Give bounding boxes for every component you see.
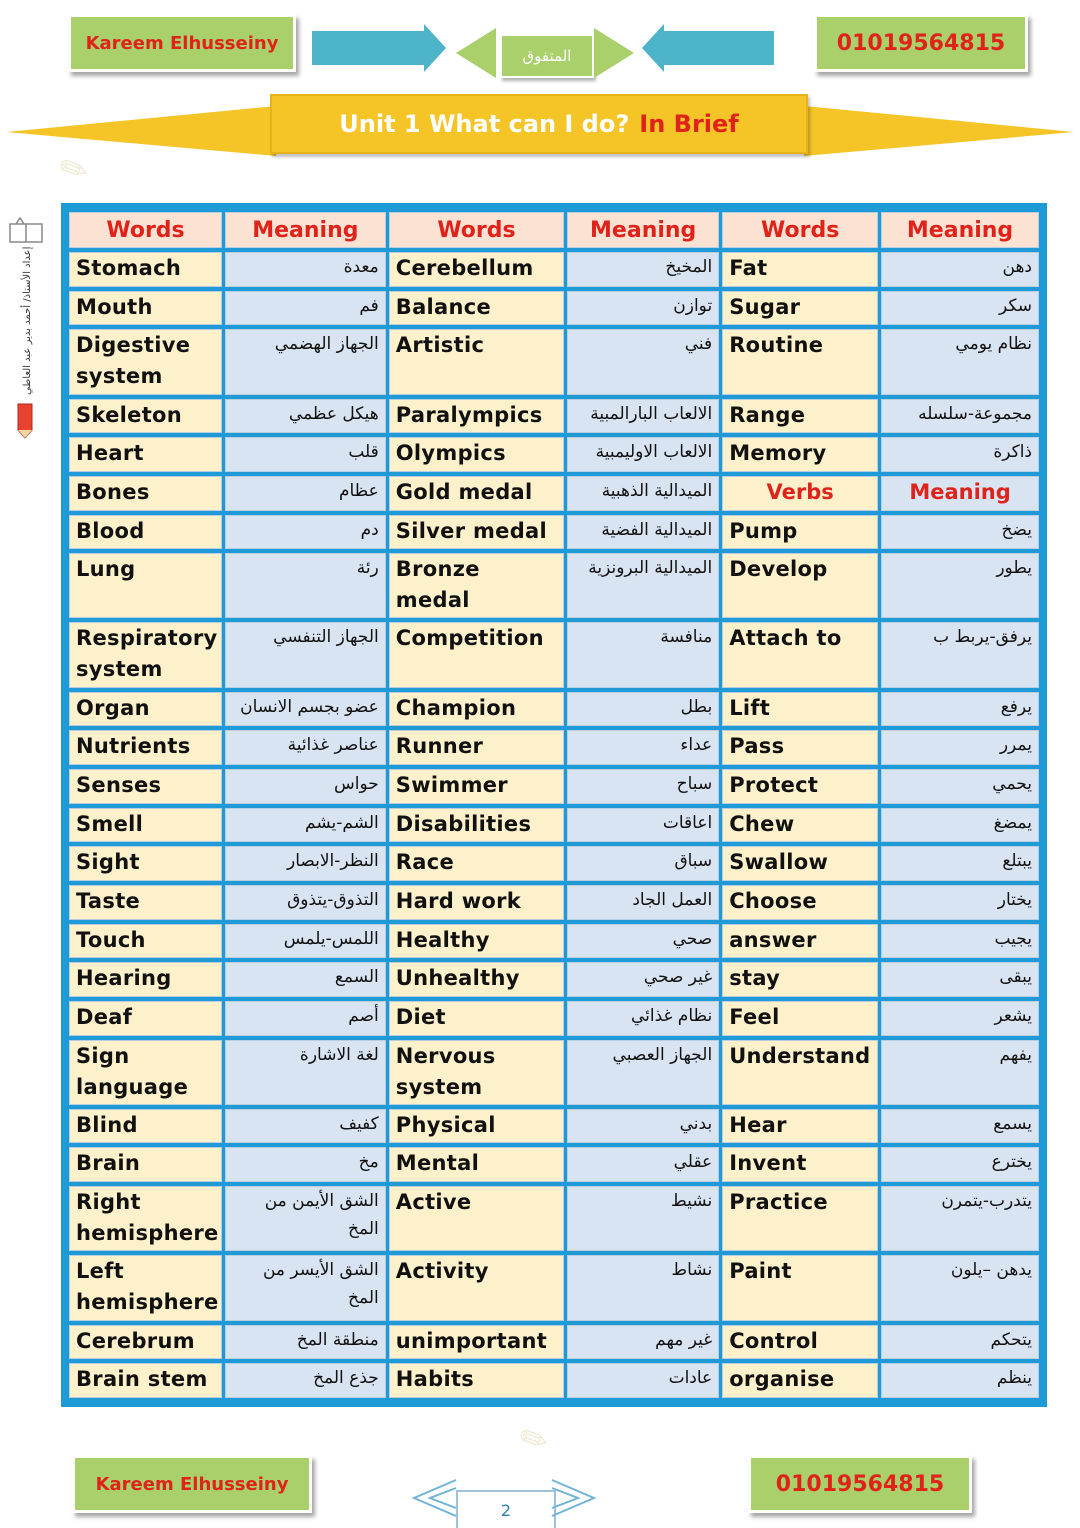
meaning-cell: مخ bbox=[225, 1147, 386, 1182]
meaning-cell: يجيب bbox=[881, 924, 1039, 959]
meaning-cell: جذع المخ bbox=[225, 1363, 386, 1398]
author-name-tag: Kareem Elhusseiny bbox=[68, 14, 296, 72]
meaning-cell: سكر bbox=[881, 291, 1039, 326]
meaning-cell: يخترع bbox=[881, 1147, 1039, 1182]
word-cell: Control bbox=[722, 1325, 878, 1360]
word-cell: unimportant bbox=[389, 1325, 564, 1360]
word-cell: Respiratory system bbox=[69, 622, 222, 687]
word-cell: Blind bbox=[69, 1109, 222, 1144]
meaning-subheader: Meaning bbox=[881, 476, 1039, 511]
word-cell: Heart bbox=[69, 437, 222, 472]
meaning-cell: حواس bbox=[225, 769, 386, 804]
word-cell: organise bbox=[722, 1363, 878, 1398]
meaning-cell: عضو بجسم الانسان bbox=[225, 692, 386, 727]
title-accent: In Brief bbox=[639, 110, 739, 138]
word-cell: Understand bbox=[722, 1040, 878, 1105]
page-title bbox=[270, 94, 808, 154]
vocabulary-table bbox=[61, 203, 1047, 1407]
table-row bbox=[69, 1001, 1039, 1036]
meaning-cell: سباق bbox=[567, 846, 719, 881]
word-cell: Race bbox=[389, 846, 564, 881]
meaning-cell: يبقى bbox=[881, 962, 1039, 997]
meaning-cell: الالعاب البارالمبية bbox=[567, 399, 719, 434]
meaning-cell: يرفق-يربط ب bbox=[881, 622, 1039, 687]
table-row bbox=[69, 1325, 1039, 1360]
table-row bbox=[69, 808, 1039, 843]
table-row bbox=[69, 515, 1039, 550]
word-cell: Diet bbox=[389, 1001, 564, 1036]
word-cell: Runner bbox=[389, 730, 564, 765]
title-main: Unit 1 What can I do? bbox=[339, 110, 630, 138]
table-row bbox=[69, 399, 1039, 434]
pencil-icon bbox=[12, 402, 38, 440]
watermark: ✎ bbox=[512, 1415, 556, 1465]
word-cell: Sugar bbox=[722, 291, 878, 326]
word-cell: Invent bbox=[722, 1147, 878, 1182]
meaning-cell: منطقة المخ bbox=[225, 1325, 386, 1360]
meaning-cell: عظام bbox=[225, 476, 386, 511]
meaning-cell: الميدالية الذهبية bbox=[567, 476, 719, 511]
meaning-cell: النظر-الابصار bbox=[225, 846, 386, 881]
word-cell: Senses bbox=[69, 769, 222, 804]
table-row bbox=[69, 924, 1039, 959]
word-cell: Artistic bbox=[389, 329, 564, 394]
table-row bbox=[69, 692, 1039, 727]
word-cell: Attach to bbox=[722, 622, 878, 687]
word-cell: Balance bbox=[389, 291, 564, 326]
meaning-cell: ذاكرة bbox=[881, 437, 1039, 472]
word-cell: Develop bbox=[722, 553, 878, 618]
word-cell: Routine bbox=[722, 329, 878, 394]
page-left-ribbon-icon bbox=[410, 1476, 458, 1520]
table-row bbox=[69, 730, 1039, 765]
meaning-cell: فني bbox=[567, 329, 719, 394]
meaning-cell: رئة bbox=[225, 553, 386, 618]
column-header-words: Words bbox=[722, 212, 878, 248]
word-cell: Lift bbox=[722, 692, 878, 727]
page-right-ribbon-icon bbox=[550, 1476, 598, 1520]
word-cell: Fat bbox=[722, 252, 878, 287]
meaning-cell: يمرر bbox=[881, 730, 1039, 765]
table-row bbox=[69, 1147, 1039, 1182]
word-cell: Hearing bbox=[69, 962, 222, 997]
banner-left-wing bbox=[6, 106, 276, 156]
arrow-right-icon bbox=[312, 31, 424, 65]
word-cell: Practice bbox=[722, 1186, 878, 1251]
meaning-cell: الميدالية الفضية bbox=[567, 515, 719, 550]
column-header-words: Words bbox=[69, 212, 222, 248]
word-cell: Organ bbox=[69, 692, 222, 727]
word-cell: Mouth bbox=[69, 291, 222, 326]
meaning-cell: أصم bbox=[225, 1001, 386, 1036]
word-cell: Feel bbox=[722, 1001, 878, 1036]
meaning-cell: نشيط bbox=[567, 1186, 719, 1251]
meaning-cell: بدني bbox=[567, 1109, 719, 1144]
meaning-cell: العمل الجاد bbox=[567, 885, 719, 920]
meaning-cell: اعاقات bbox=[567, 808, 719, 843]
word-cell: Champion bbox=[389, 692, 564, 727]
table-row bbox=[69, 846, 1039, 881]
meaning-cell: يضخ bbox=[881, 515, 1039, 550]
arrow-left-icon bbox=[664, 31, 774, 65]
word-cell: Silver medal bbox=[389, 515, 564, 550]
meaning-cell: عداء bbox=[567, 730, 719, 765]
meaning-cell: منافسة bbox=[567, 622, 719, 687]
word-cell: Memory bbox=[722, 437, 878, 472]
meaning-cell: الجهاز الهضمي bbox=[225, 329, 386, 394]
table-row bbox=[69, 1255, 1039, 1320]
column-header-meaning: Meaning bbox=[567, 212, 719, 248]
word-cell: Nutrients bbox=[69, 730, 222, 765]
word-cell: Sight bbox=[69, 846, 222, 881]
watermark: ✎ bbox=[52, 145, 96, 195]
word-cell: Competition bbox=[389, 622, 564, 687]
meaning-cell: يتحكم bbox=[881, 1325, 1039, 1360]
meaning-cell: يتدرب-يتمرن bbox=[881, 1186, 1039, 1251]
meaning-cell: يدهن –يلون bbox=[881, 1255, 1039, 1320]
meaning-cell: قلب bbox=[225, 437, 386, 472]
word-cell: Blood bbox=[69, 515, 222, 550]
meaning-cell: الالعاب الاوليمبية bbox=[567, 437, 719, 472]
word-cell: Hard work bbox=[389, 885, 564, 920]
table-row bbox=[69, 329, 1039, 394]
meaning-cell: سباح bbox=[567, 769, 719, 804]
meaning-cell: نظام غذائي bbox=[567, 1001, 719, 1036]
word-cell: Cerebrum bbox=[69, 1325, 222, 1360]
meaning-cell: ينظم bbox=[881, 1363, 1039, 1398]
brand-badge: المتفوق bbox=[500, 34, 594, 78]
word-cell: Sign language bbox=[69, 1040, 222, 1105]
table-row bbox=[69, 885, 1039, 920]
column-header-meaning: Meaning bbox=[881, 212, 1039, 248]
word-cell: Paint bbox=[722, 1255, 878, 1320]
meaning-cell: يبتلع bbox=[881, 846, 1039, 881]
table-row bbox=[69, 1363, 1039, 1398]
word-cell: Olympics bbox=[389, 437, 564, 472]
word-cell: Range bbox=[722, 399, 878, 434]
meaning-cell: هيكل عظمي bbox=[225, 399, 386, 434]
meaning-cell: الشق الأيسر من المخ bbox=[225, 1255, 386, 1320]
meaning-cell: الشم-يشم bbox=[225, 808, 386, 843]
table-row bbox=[69, 769, 1039, 804]
table-row bbox=[69, 1109, 1039, 1144]
word-cell: Bones bbox=[69, 476, 222, 511]
chevron-left-icon bbox=[456, 28, 496, 78]
meaning-cell: التذوق-يتذوق bbox=[225, 885, 386, 920]
meaning-cell: غير مهم bbox=[567, 1325, 719, 1360]
word-cell: stay bbox=[722, 962, 878, 997]
word-cell: answer bbox=[722, 924, 878, 959]
table-row bbox=[69, 962, 1039, 997]
word-cell: Healthy bbox=[389, 924, 564, 959]
meaning-cell: يفهم bbox=[881, 1040, 1039, 1105]
footer-author-name-tag: Kareem Elhusseiny bbox=[72, 1455, 312, 1513]
phone-tag: 01019564815 bbox=[814, 14, 1028, 72]
meaning-cell: يحمي bbox=[881, 769, 1039, 804]
word-cell: Nervous system bbox=[389, 1040, 564, 1105]
table-row bbox=[69, 291, 1039, 326]
word-cell: Activity bbox=[389, 1255, 564, 1320]
meaning-cell: بطل bbox=[567, 692, 719, 727]
word-cell: Taste bbox=[69, 885, 222, 920]
meaning-cell: يختار bbox=[881, 885, 1039, 920]
word-cell: Chew bbox=[722, 808, 878, 843]
verbs-subheader: Verbs bbox=[722, 476, 878, 511]
word-cell: Deaf bbox=[69, 1001, 222, 1036]
word-cell: Physical bbox=[389, 1109, 564, 1144]
meaning-cell: فم bbox=[225, 291, 386, 326]
meaning-cell: غير صحي bbox=[567, 962, 719, 997]
meaning-cell: صحي bbox=[567, 924, 719, 959]
table-row bbox=[69, 437, 1039, 472]
word-cell: Bronze medal bbox=[389, 553, 564, 618]
column-header-words: Words bbox=[389, 212, 564, 248]
word-cell: Gold medal bbox=[389, 476, 564, 511]
meaning-cell: المخيخ bbox=[567, 252, 719, 287]
word-cell: Choose bbox=[722, 885, 878, 920]
word-cell: Pump bbox=[722, 515, 878, 550]
chevron-right-icon bbox=[594, 28, 634, 78]
meaning-cell: الجهاز التنفسي bbox=[225, 622, 386, 687]
meaning-cell: السمع bbox=[225, 962, 386, 997]
meaning-cell: عناصر غذائية bbox=[225, 730, 386, 765]
word-cell: Digestive system bbox=[69, 329, 222, 394]
meaning-cell: توازن bbox=[567, 291, 719, 326]
table-row bbox=[69, 252, 1039, 287]
table-row bbox=[69, 622, 1039, 687]
word-cell: Swallow bbox=[722, 846, 878, 881]
word-cell: Unhealthy bbox=[389, 962, 564, 997]
word-cell: Protect bbox=[722, 769, 878, 804]
word-cell: Cerebellum bbox=[389, 252, 564, 287]
word-cell: Touch bbox=[69, 924, 222, 959]
meaning-cell: مجموعة-سلسله bbox=[881, 399, 1039, 434]
meaning-cell: لغة الاشارة bbox=[225, 1040, 386, 1105]
meaning-cell: دهن bbox=[881, 252, 1039, 287]
word-cell: Pass bbox=[722, 730, 878, 765]
meaning-cell: دم bbox=[225, 515, 386, 550]
meaning-cell: عادات bbox=[567, 1363, 719, 1398]
word-cell: Stomach bbox=[69, 252, 222, 287]
meaning-cell: الشق الأيمن من المخ bbox=[225, 1186, 386, 1251]
side-caption: إعداد الأستاذ/ أحمد بدير عبد العاطي bbox=[22, 246, 33, 396]
meaning-cell: نظام يومي bbox=[881, 329, 1039, 394]
meaning-cell: يرفع bbox=[881, 692, 1039, 727]
meaning-cell: الميدالية البرونزية bbox=[567, 553, 719, 618]
table-row bbox=[69, 1186, 1039, 1251]
table-row bbox=[69, 1040, 1039, 1105]
meaning-cell: عقلي bbox=[567, 1147, 719, 1182]
word-cell: Habits bbox=[389, 1363, 564, 1398]
meaning-cell: الجهاز العصبي bbox=[567, 1040, 719, 1105]
word-cell: Brain stem bbox=[69, 1363, 222, 1398]
column-header-meaning: Meaning bbox=[225, 212, 386, 248]
word-cell: Smell bbox=[69, 808, 222, 843]
meaning-cell: نشاط bbox=[567, 1255, 719, 1320]
meaning-cell: يطور bbox=[881, 553, 1039, 618]
word-cell: Skeleton bbox=[69, 399, 222, 434]
page-number: 2 bbox=[456, 1490, 556, 1528]
meaning-cell: كفيف bbox=[225, 1109, 386, 1144]
meaning-cell: يشعر bbox=[881, 1001, 1039, 1036]
meaning-cell: اللمس-يلمس bbox=[225, 924, 386, 959]
footer-phone-tag: 01019564815 bbox=[748, 1455, 972, 1513]
word-cell: Swimmer bbox=[389, 769, 564, 804]
word-cell: Mental bbox=[389, 1147, 564, 1182]
word-cell: Right hemisphere bbox=[69, 1186, 222, 1251]
meaning-cell: يسمع bbox=[881, 1109, 1039, 1144]
meaning-cell: يمضغ bbox=[881, 808, 1039, 843]
word-cell: Brain bbox=[69, 1147, 222, 1182]
word-cell: Disabilities bbox=[389, 808, 564, 843]
word-cell: Active bbox=[389, 1186, 564, 1251]
meaning-cell: معدة bbox=[225, 252, 386, 287]
banner-right-wing bbox=[804, 106, 1074, 156]
word-cell: Left hemisphere bbox=[69, 1255, 222, 1320]
word-cell: Paralympics bbox=[389, 399, 564, 434]
table-row bbox=[69, 476, 1039, 511]
table-row bbox=[69, 553, 1039, 618]
word-cell: Lung bbox=[69, 553, 222, 618]
word-cell: Hear bbox=[722, 1109, 878, 1144]
